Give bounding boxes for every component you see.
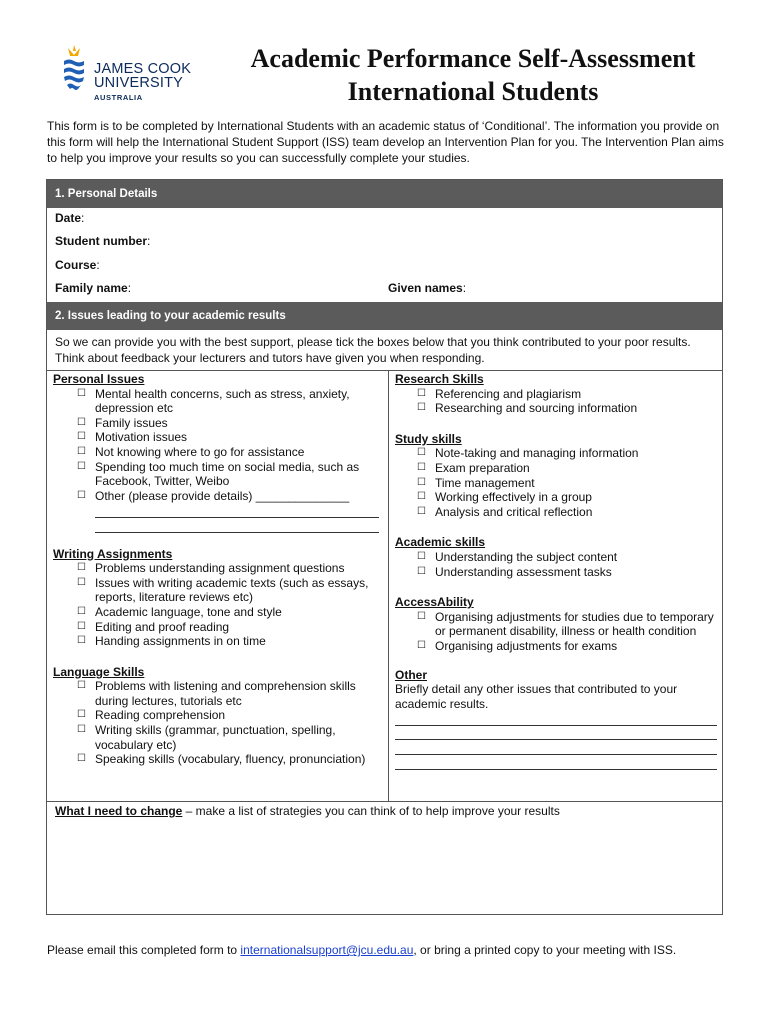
checkbox-item[interactable]: ☐ Not knowing where to go for assistance [73, 445, 383, 460]
family-name-field[interactable]: Family name: [55, 281, 132, 295]
family-name-label: Family name [55, 281, 128, 295]
checkbox-icon[interactable]: ☐ [417, 610, 426, 622]
checkbox-item[interactable]: ☐ Time management [413, 476, 717, 491]
title-line-1: Academic Performance Self-Assessment [250, 44, 696, 73]
blank-line[interactable] [395, 755, 717, 770]
other-heading: Other [395, 667, 428, 682]
checkbox-icon[interactable]: ☐ [77, 753, 86, 765]
footer-text-before: Please email this completed form to [47, 943, 241, 957]
language-skills-list [53, 679, 383, 767]
accessability-list [395, 610, 717, 654]
checkbox-item[interactable]: ☐ Writing skills (grammar, punctuation, spelling, vocabulary etc) [73, 723, 383, 752]
other-details-lines[interactable] [395, 711, 717, 769]
checkbox-icon[interactable]: ☐ [77, 562, 86, 574]
checkbox-icon[interactable]: ☐ [417, 447, 426, 459]
change-heading: What I need to change [55, 804, 183, 818]
footer-note [47, 942, 727, 958]
checkbox-icon[interactable]: ☐ [417, 639, 426, 651]
checkbox-icon[interactable]: ☐ [417, 402, 426, 414]
blank-line[interactable] [95, 503, 379, 518]
given-names-label: Given names [388, 281, 463, 295]
checkbox-item[interactable]: ☐ Motivation issues [73, 430, 383, 445]
left-column [53, 372, 383, 767]
checkbox-item[interactable]: ☐ Note-taking and managing information [413, 446, 717, 461]
writing-assignments-heading: Writing Assignments [53, 546, 173, 561]
personal-issues-heading: Personal Issues [53, 372, 145, 386]
checkbox-item[interactable]: ☐ Spending too much time on social media, such as Facebook, Twitter, Weibo [73, 460, 383, 489]
checkbox-icon[interactable]: ☐ [77, 416, 86, 428]
footer-text-after: , or bring a printed copy to your meeting with ISS. [413, 943, 677, 957]
logo-line-1: JAMES COOK [94, 61, 192, 77]
grid-bottom-divider [47, 801, 722, 802]
research-skills-list [395, 387, 717, 416]
checkbox-item[interactable]: ☐ Mental health concerns, such as stress, anxiety, depression etc [73, 387, 383, 416]
study-skills-list [395, 446, 717, 519]
checkbox-item[interactable]: ☐ Referencing and plagiarism [413, 387, 717, 402]
checkbox-icon[interactable]: ☐ [77, 605, 86, 617]
checkbox-item[interactable]: ☐ Handing assignments in on time [73, 634, 383, 649]
course-field[interactable]: Course: [55, 258, 100, 272]
checkbox-icon[interactable]: ☐ [77, 576, 86, 588]
checkbox-item[interactable]: ☐ Understanding assessment tasks [413, 565, 717, 580]
title-line-2: International Students [347, 77, 599, 106]
other-details-lines[interactable] [73, 503, 383, 532]
section-2-instructions: So we can provide you with the best support, please tick the boxes below that you think contributed to your poor results. Think about feedback your lecturers and tutors have given you when responding. [55, 335, 691, 365]
checkbox-item[interactable]: ☐ Problems understanding assignment questions [73, 561, 383, 576]
checkbox-icon[interactable]: ☐ [417, 505, 426, 517]
checkbox-item[interactable]: ☐ Organising adjustments for exams [413, 639, 717, 654]
checkbox-item[interactable]: ☐ Researching and sourcing information [413, 401, 717, 416]
checkbox-item[interactable]: ☐ Other (please provide details) ______________ [73, 489, 383, 504]
blank-line[interactable] [395, 740, 717, 755]
personal-issues-list [53, 387, 383, 533]
blank-line[interactable] [395, 711, 717, 726]
logo-line-3: AUSTRALIA [94, 93, 143, 102]
checkbox-icon[interactable]: ☐ [77, 680, 86, 692]
checkbox-icon[interactable]: ☐ [77, 489, 86, 501]
section-2-header: 2. Issues leading to your academic results [47, 302, 722, 330]
jcu-logo [56, 42, 206, 104]
academic-skills-heading: Academic skills [395, 535, 486, 550]
checkbox-icon[interactable]: ☐ [77, 387, 86, 399]
email-link[interactable]: internationalsupport@jcu.edu.au [240, 943, 414, 957]
intro-paragraph: This form is to be completed by International Students with an academic status of ‘Conditional’. The information you provide on this form will help the International Student Support (ISS) team develop an Intervention Plan for you. The Intervention Plan aims to help you improve your results so you can successfully complete your studies. [47, 119, 724, 165]
grid-column-divider [388, 370, 389, 801]
logo-wordmark [94, 62, 191, 105]
date-label: Date [55, 211, 82, 225]
checkbox-item[interactable]: ☐ Analysis and critical reflection [413, 505, 717, 520]
checkbox-item[interactable]: ☐ Family issues [73, 416, 383, 431]
checkbox-icon[interactable]: ☐ [77, 709, 86, 721]
given-names-field[interactable]: Given names: [388, 281, 467, 295]
date-field[interactable]: Date: [55, 211, 85, 225]
checkbox-icon[interactable]: ☐ [77, 724, 86, 736]
checkbox-icon[interactable]: ☐ [417, 491, 426, 503]
right-column [395, 372, 717, 770]
research-skills-heading: Research Skills [395, 372, 484, 386]
checkbox-item[interactable]: ☐ Problems with listening and comprehension skills during lectures, tutorials etc [73, 679, 383, 708]
grid-top-divider [47, 370, 722, 371]
other-instructions: Briefly detail any other issues that contributed to your academic results. [395, 682, 678, 711]
checkbox-item[interactable]: ☐ Organising adjustments for studies due to temporary or permanent disability, illness or health condition [413, 610, 717, 639]
student-number-field[interactable]: Student number: [55, 234, 151, 248]
checkbox-item[interactable]: ☐ Academic language, tone and style [73, 605, 383, 620]
academic-skills-list [395, 550, 717, 579]
checkbox-icon[interactable]: ☐ [417, 550, 426, 562]
checkbox-icon[interactable]: ☐ [417, 461, 426, 473]
study-skills-heading: Study skills [395, 431, 462, 446]
checkbox-icon[interactable]: ☐ [417, 565, 426, 577]
checkbox-item[interactable]: ☐ Working effectively in a group [413, 490, 717, 505]
checkbox-item[interactable]: ☐ Issues with writing academic texts (such as essays, reports, literature reviews etc) [73, 576, 383, 605]
checkbox-icon[interactable]: ☐ [417, 387, 426, 399]
writing-assignments-list [53, 561, 383, 649]
section-1-header: 1. Personal Details [47, 180, 722, 208]
checkbox-item[interactable]: ☐ Speaking skills (vocabulary, fluency, pronunciation) [73, 752, 383, 767]
checkbox-icon[interactable]: ☐ [77, 431, 86, 443]
accessability-heading: AccessAbility [395, 595, 474, 610]
checkbox-icon[interactable]: ☐ [77, 445, 86, 457]
checkbox-item[interactable]: ☐ Reading comprehension [73, 708, 383, 723]
form-table [46, 179, 723, 915]
checkbox-item[interactable]: ☐ Editing and proof reading [73, 620, 383, 635]
language-skills-heading: Language Skills [53, 664, 145, 679]
change-section[interactable] [55, 804, 715, 819]
checkbox-icon[interactable]: ☐ [417, 476, 426, 488]
checkbox-icon[interactable]: ☐ [77, 620, 86, 632]
checkbox-item[interactable]: ☐ Understanding the subject content [413, 550, 717, 565]
logo-line-2: UNIVERSITY [94, 75, 184, 91]
checkbox-icon[interactable]: ☐ [77, 460, 86, 472]
blank-line[interactable] [95, 518, 379, 533]
course-label: Course [55, 258, 97, 272]
jcu-crest-icon [56, 42, 92, 102]
page-title [212, 42, 734, 108]
blank-line[interactable] [395, 726, 717, 741]
student-number-label: Student number [55, 234, 147, 248]
checkbox-item[interactable]: ☐ Exam preparation [413, 461, 717, 476]
change-instructions: – make a list of strategies you can think of to help improve your results [182, 804, 560, 818]
checkbox-icon[interactable]: ☐ [77, 635, 86, 647]
